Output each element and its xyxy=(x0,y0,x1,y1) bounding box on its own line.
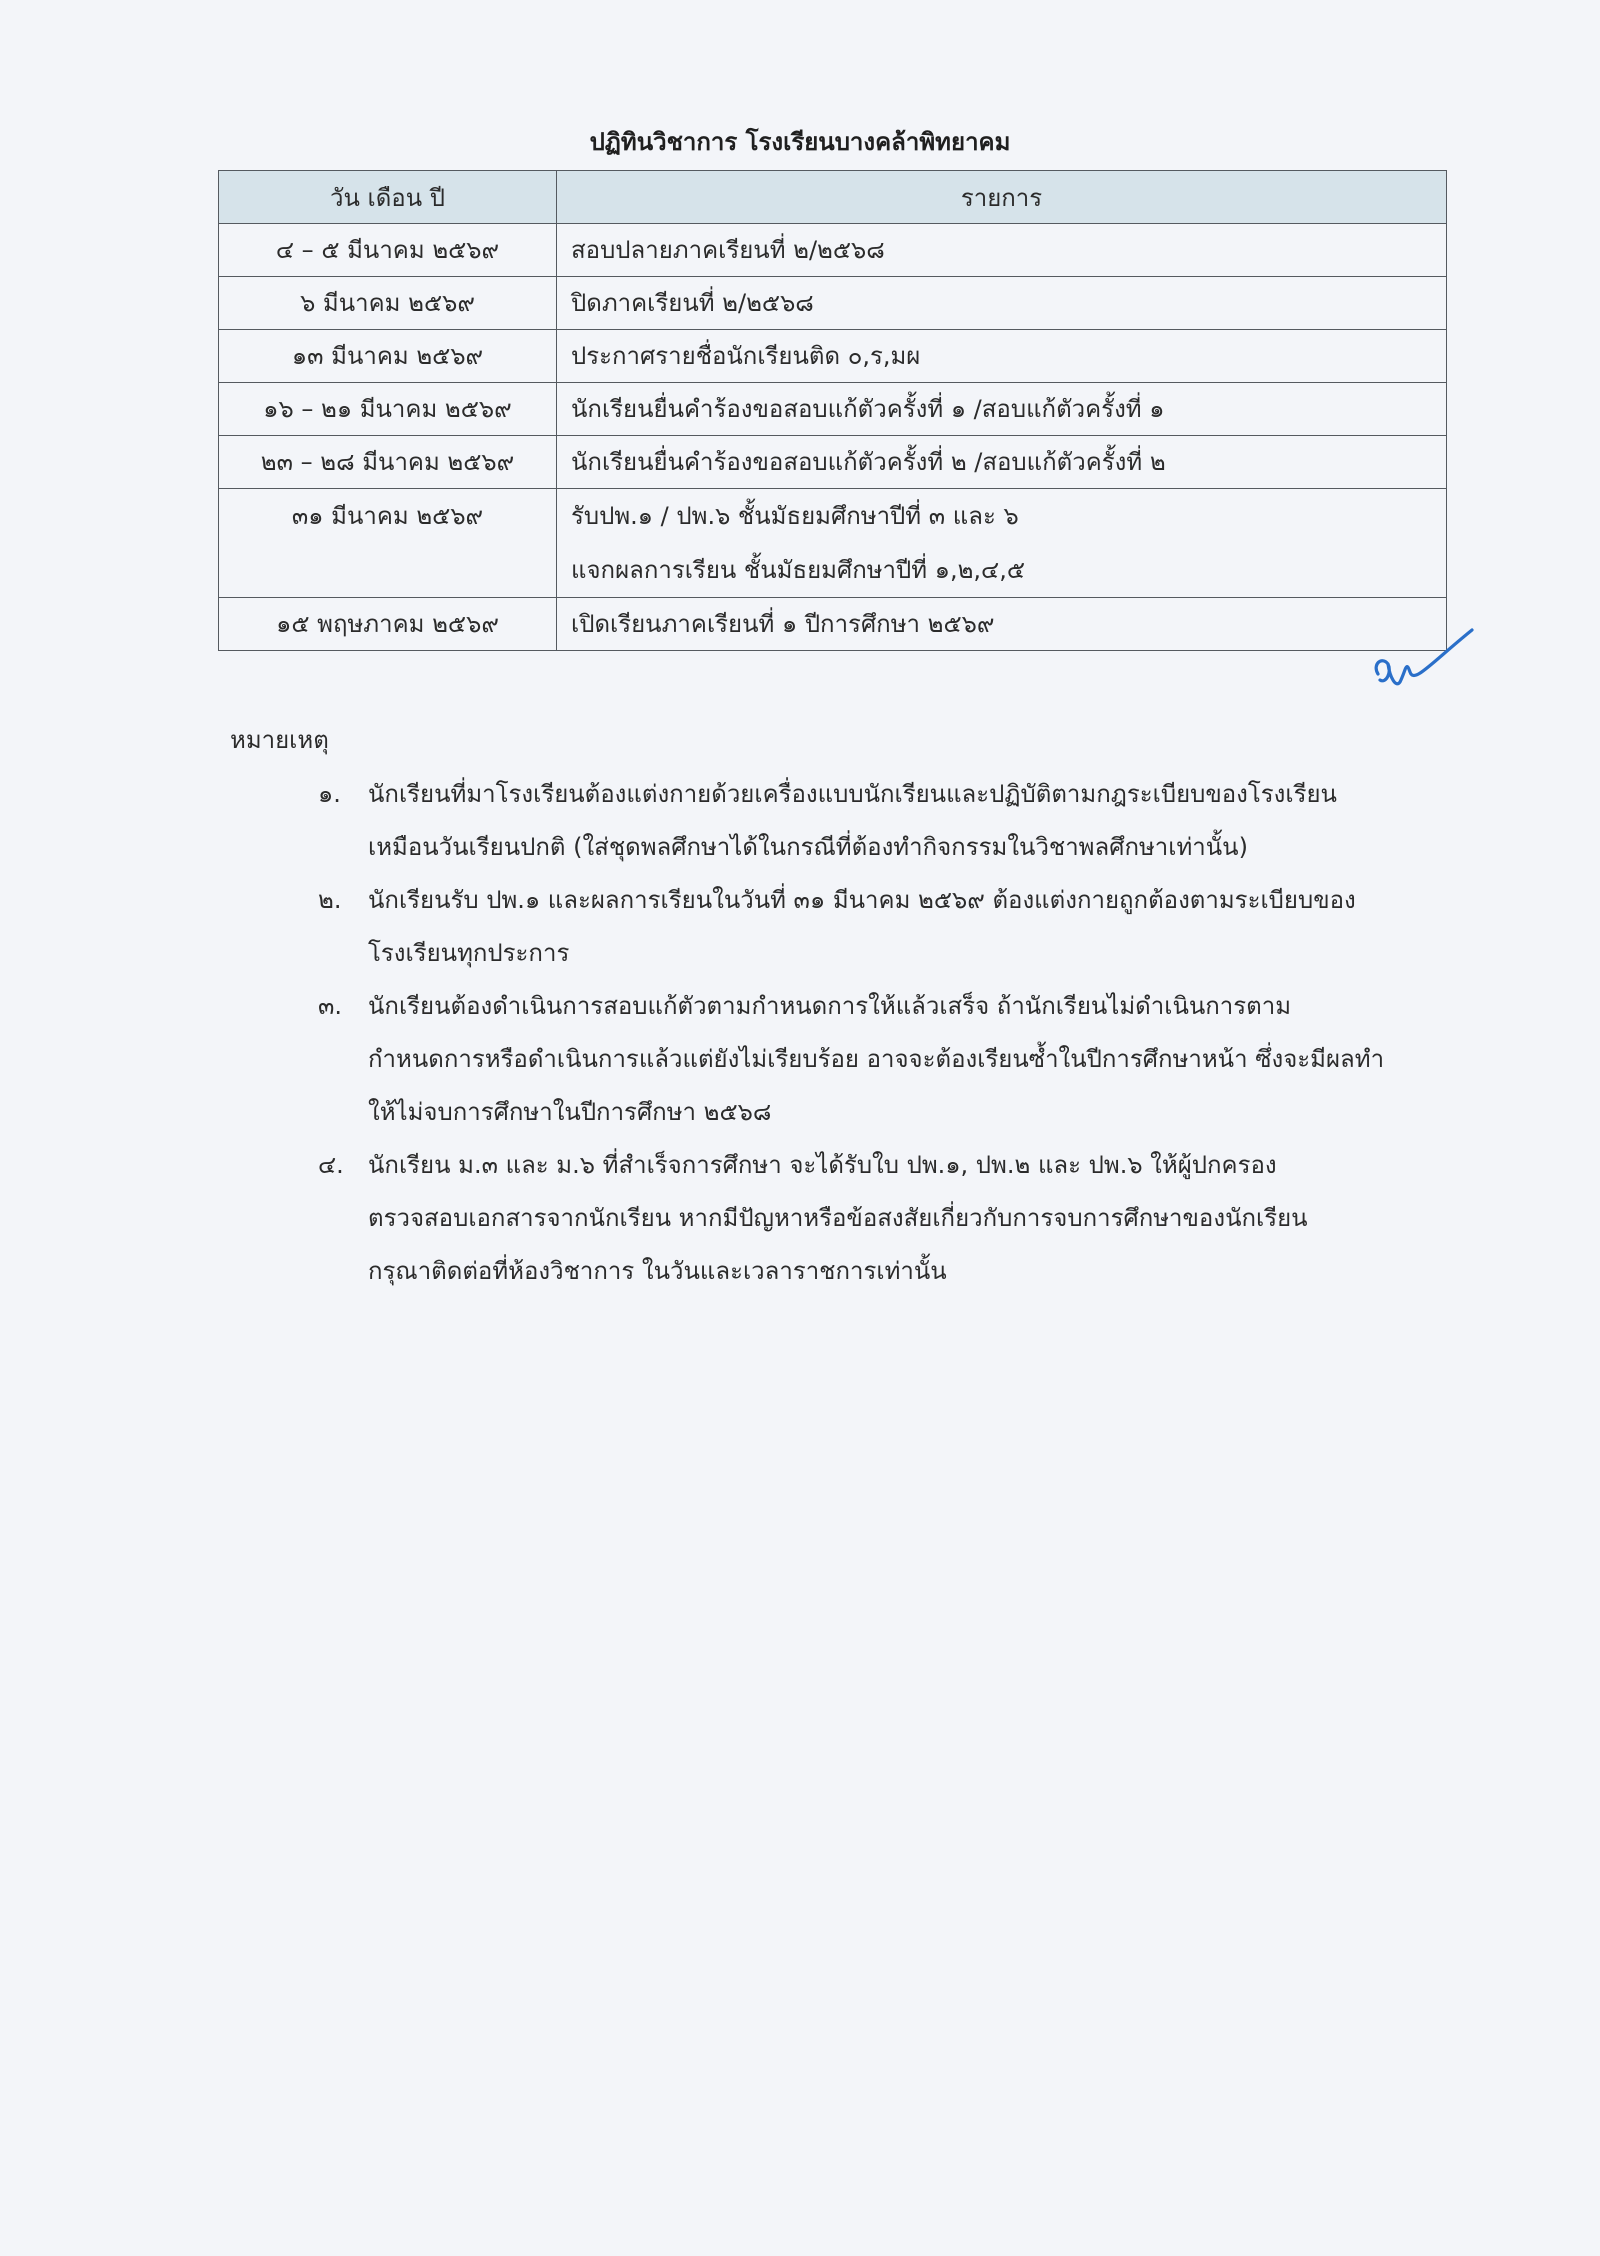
table-row xyxy=(219,277,1447,330)
note-line: นักเรียนต้องดำเนินการสอบแก้ตัวตามกำหนดการให้แล้วเสร็จ ถ้านักเรียนไม่ดำเนินการตาม xyxy=(368,992,1292,1020)
row-item-line: รับปพ.๑ / ปพ.๖ ชั้นมัธยมศึกษาปีที่ ๓ และ ๖ xyxy=(571,502,1019,530)
note-item xyxy=(318,768,1458,874)
row-date: ๒๓ – ๒๘ มีนาคม ๒๕๖๙ xyxy=(219,436,557,489)
note-number: ๑. xyxy=(318,780,341,808)
row-date: ๔ – ๕ มีนาคม ๒๕๖๙ xyxy=(219,224,557,277)
note-line: กรุณาติดต่อที่ห้องวิชาการ ในวันและเวลาราชการเท่านั้น xyxy=(368,1257,947,1285)
table-row xyxy=(219,330,1447,383)
note-line: โรงเรียนทุกประการ xyxy=(368,939,570,967)
row-item: สอบปลายภาคเรียนที่ ๒/๒๕๖๘ xyxy=(557,224,1447,277)
table-row xyxy=(219,224,1447,277)
note-line: กำหนดการหรือดำเนินการแล้วแต่ยังไม่เรียบร้อย อาจจะต้องเรียนซ้ำในปีการศึกษาหน้า ซึ่งจะมีผลทำ xyxy=(368,1045,1385,1073)
row-date: ๓๑ มีนาคม ๒๕๖๙ xyxy=(219,489,557,598)
row-date: ๑๖ – ๒๑ มีนาคม ๒๕๖๙ xyxy=(219,383,557,436)
table-row xyxy=(219,489,1447,598)
academic-calendar-table xyxy=(218,170,1447,651)
table-row xyxy=(219,383,1447,436)
note-line: นักเรียนที่มาโรงเรียนต้องแต่งกายด้วยเครื่องแบบนักเรียนและปฏิบัติตามกฎระเบียบของโรงเรียน xyxy=(368,780,1337,808)
note-number: ๒. xyxy=(318,886,342,914)
row-date: ๖ มีนาคม ๒๕๖๙ xyxy=(219,277,557,330)
row-item: นักเรียนยื่นคำร้องขอสอบแก้ตัวครั้งที่ ๑ /สอบแก้ตัวครั้งที่ ๑ xyxy=(557,383,1447,436)
row-item: นักเรียนยื่นคำร้องขอสอบแก้ตัวครั้งที่ ๒ /สอบแก้ตัวครั้งที่ ๒ xyxy=(557,436,1447,489)
row-item-line: แจกผลการเรียน ชั้นมัธยมศึกษาปีที่ ๑,๒,๔,๕ xyxy=(571,556,1025,584)
row-date: ๑๓ มีนาคม ๒๕๖๙ xyxy=(219,330,557,383)
header-date: วัน เดือน ปี xyxy=(219,171,557,224)
notes-label: หมายเหตุ xyxy=(230,726,329,754)
signature-mark xyxy=(1360,612,1480,702)
note-line: ตรวจสอบเอกสารจากนักเรียน หากมีปัญหาหรือข้อสงสัยเกี่ยวกับการจบการศึกษาของนักเรียน xyxy=(368,1204,1308,1232)
note-item xyxy=(318,874,1458,980)
row-item-multi xyxy=(557,489,1447,598)
row-date: ๑๕ พฤษภาคม ๒๕๖๙ xyxy=(219,598,557,651)
table-header-row xyxy=(219,171,1447,224)
note-line: ให้ไม่จบการศึกษาในปีการศึกษา ๒๕๖๘ xyxy=(368,1098,772,1126)
row-item: เปิดเรียนภาคเรียนที่ ๑ ปีการศึกษา ๒๕๖๙ xyxy=(557,598,1447,651)
note-number: ๔. xyxy=(318,1151,344,1179)
note-line: นักเรียนรับ ปพ.๑ และผลการเรียนในวันที่ ๓๑ มีนาคม ๒๕๖๙ ต้องแต่งกายถูกต้องตามระเบียบของ xyxy=(368,886,1356,914)
note-line: เหมือนวันเรียนปกติ (ใส่ชุดพลศึกษาได้ในกรณีที่ต้องทำกิจกรรมในวิชาพลศึกษาเท่านั้น) xyxy=(368,833,1248,861)
table-row xyxy=(219,598,1447,651)
table-row xyxy=(219,436,1447,489)
header-items: รายการ xyxy=(557,171,1447,224)
row-item: ปิดภาคเรียนที่ ๒/๒๕๖๘ xyxy=(557,277,1447,330)
note-item xyxy=(318,1139,1458,1298)
note-item xyxy=(318,980,1458,1139)
row-item: ประกาศรายชื่อนักเรียนติด ๐,ร,มผ xyxy=(557,330,1447,383)
note-number: ๓. xyxy=(318,992,343,1020)
note-line: นักเรียน ม.๓ และ ม.๖ ที่สำเร็จการศึกษา จะได้รับใบ ปพ.๑, ปพ.๒ และ ปพ.๖ ให้ผู้ปกครอง xyxy=(368,1151,1277,1179)
document-title: ปฏิทินวิชาการ โรงเรียนบางคล้าพิทยาคม xyxy=(589,128,1011,156)
notes-list xyxy=(318,768,1458,1298)
